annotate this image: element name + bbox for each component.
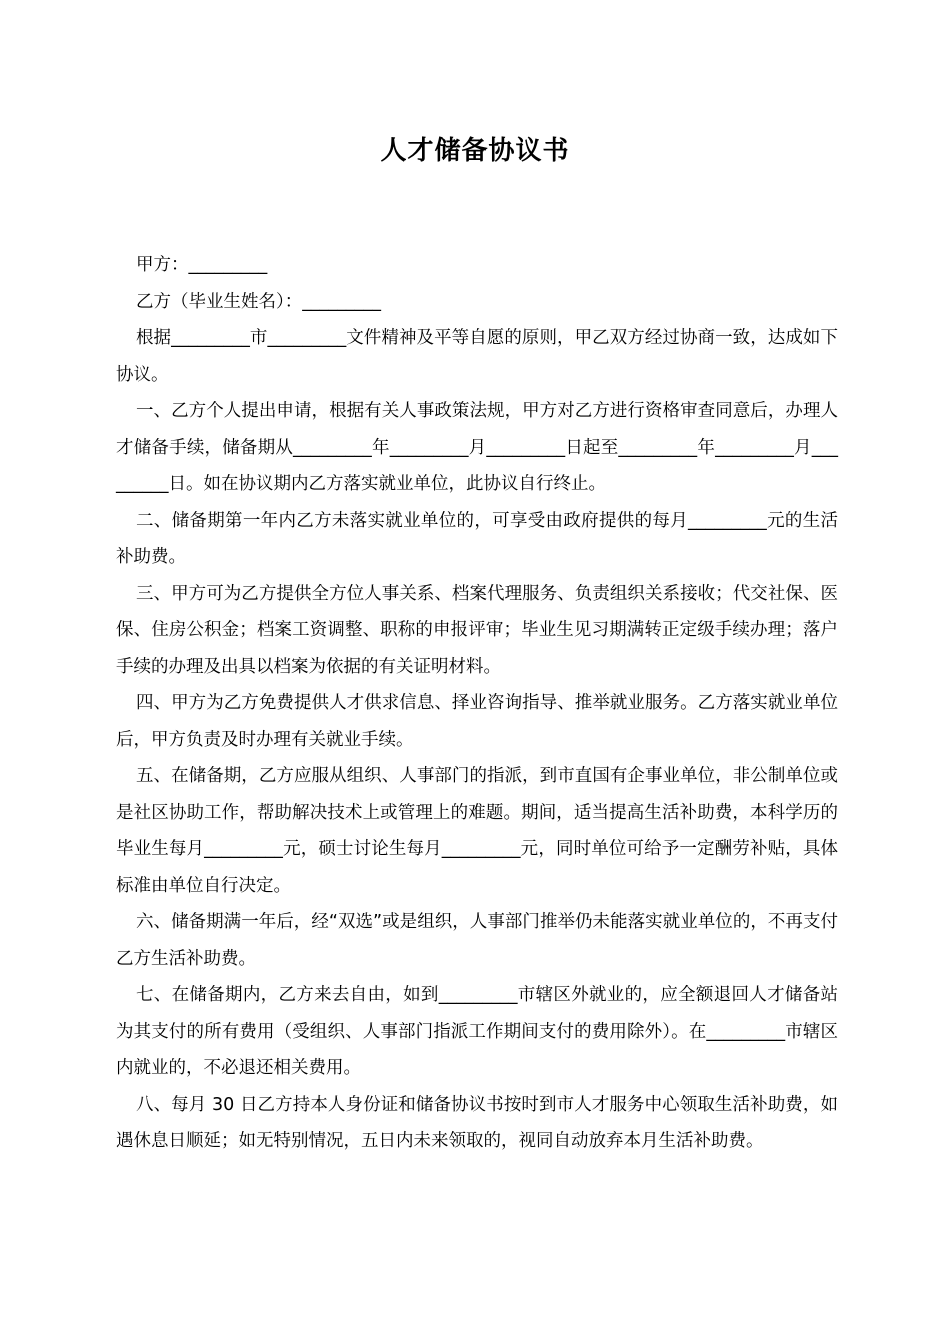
party-b-line: 乙方（毕业生姓名）：_________ [136, 291, 381, 312]
clause-2: 二、储备期第一年内乙方未落实就业单位的，可享受由政府提供的每月_________元的生活补助费。 [116, 510, 838, 567]
clause-5: 五、在储备期，乙方应服从组织、人事部门的指派，到市直国有企事业单位，非公制单位或是社区协助工作，帮助解决技术上或管理上的难题。期间，适当提高生活补助费，本科学历的毕业生每月_________元，硕士讨论生每月_________元，同时单位可给予一定酬劳补贴，具体标准由单位自行决定。 [116, 766, 838, 896]
document-title: 人才储备协议书 [380, 136, 570, 166]
preamble-paragraph: 根据_________市_________文件精神及平等自愿的原则，甲乙双方经过协商一致，达成如下协议。 [116, 328, 838, 385]
clause-3: 三、甲方可为乙方提供全方位人事关系、档案代理服务、负责组织关系接收；代交社保、医保、住房公积金；档案工资调整、职称的申报评审；毕业生见习期满转正定级手续办理；落户手续的办理及出具以档案为依据的有关证明材料。 [116, 583, 838, 677]
clause-1: 一、乙方个人提出申请，根据有关人事政策法规，甲方对乙方进行资格审查同意后，办理人才储备手续，储备期从_________年_________月_________日起至_________年_________月_________日。如在协议期内乙方落实就业单位，此协议自行终止。 [116, 401, 838, 494]
clause-6: 六、储备期满一年后，经“双选”或是组织，人事部门推举仍未能落实就业单位的，不再支付乙方生活补助费。 [116, 912, 838, 969]
clause-7: 七、在储备期内，乙方来去自由，如到_________市辖区外就业的，应全额退回人才储备站为其支付的所有费用（受组织、人事部门指派工作期间支付的费用除外）。在_________市辖区内就业的，不必退还相关费用。 [116, 985, 838, 1078]
clause-4: 四、甲方为乙方免费提供人才供求信息、择业咨询指导、推举就业服务。乙方落实就业单位后，甲方负责及时办理有关就业手续。 [116, 693, 838, 750]
document-body [116, 247, 838, 1160]
party-a-line: 甲方：_________ [136, 255, 268, 275]
clause-8: 八、每月 30 日乙方持本人身份证和储备协议书按时到市人才服务中心领取生活补助费，如遇休息日顺延；如无特别情况，五日内未来领取的，视同自动放弃本月生活补助费。 [116, 1094, 838, 1151]
